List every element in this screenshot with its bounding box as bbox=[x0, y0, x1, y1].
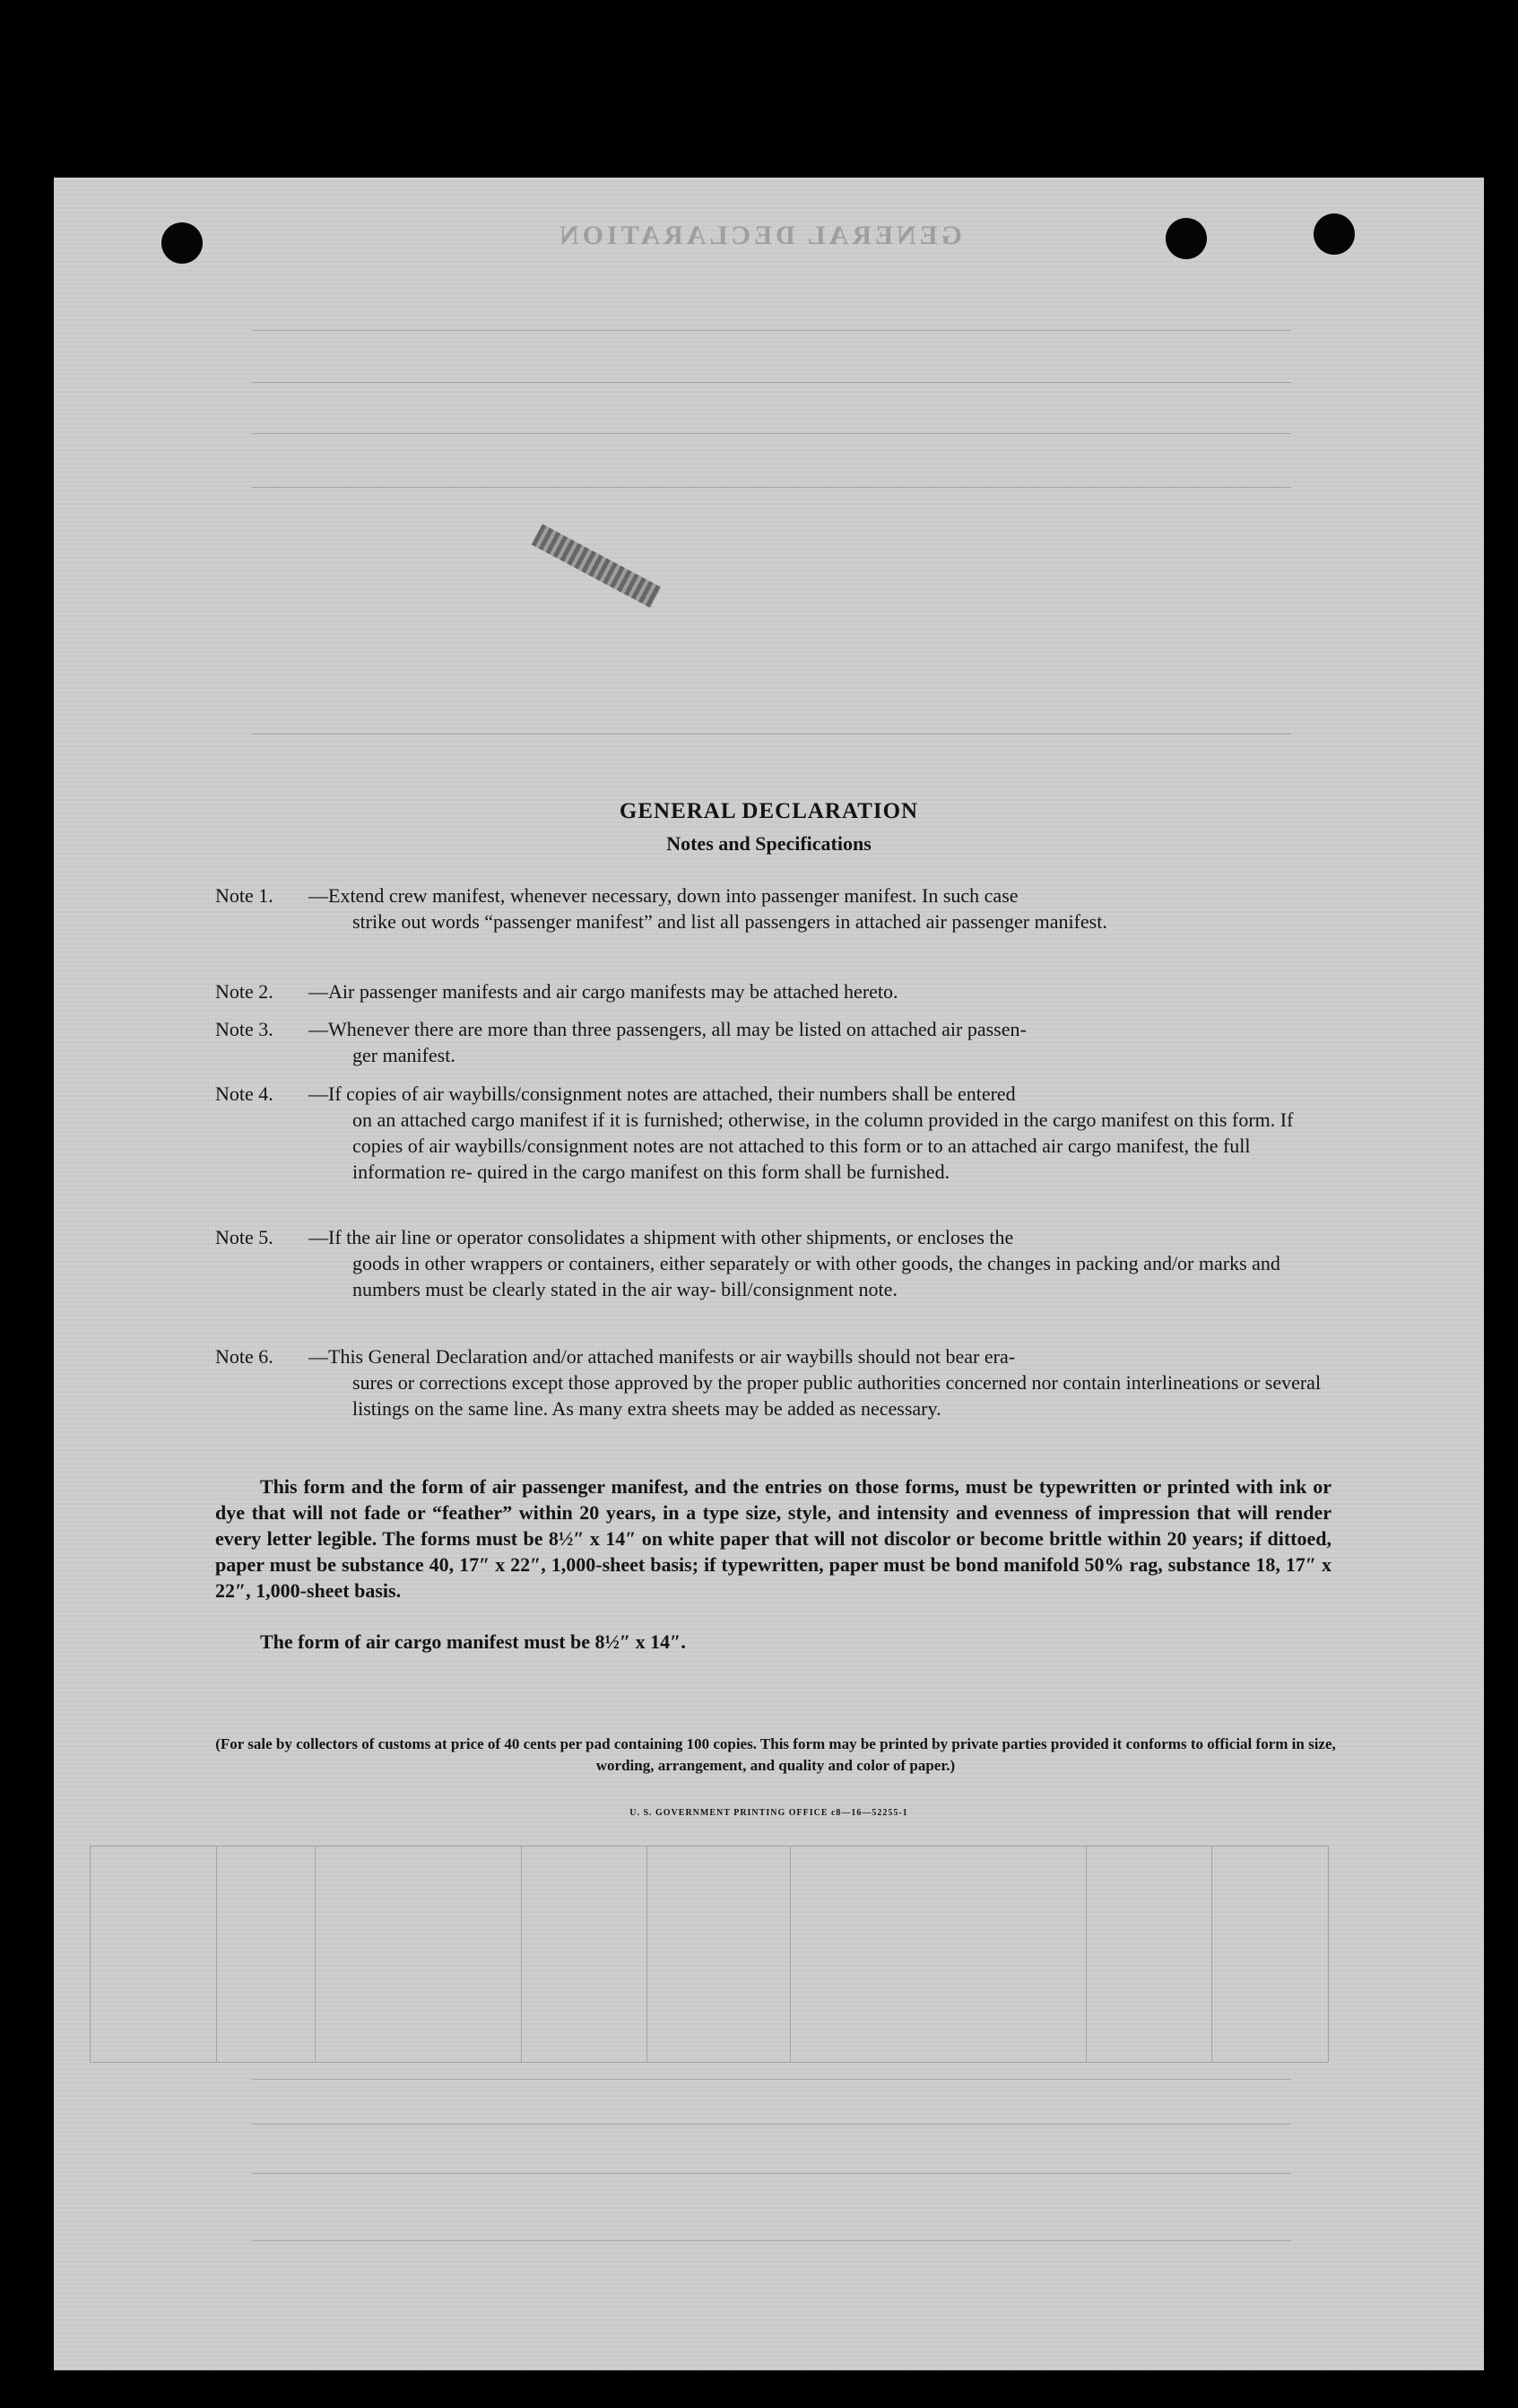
bleed-through-line bbox=[251, 2173, 1291, 2174]
document-page bbox=[54, 178, 1484, 2370]
note-label: Note 4. bbox=[215, 1082, 273, 1105]
page-subtitle: Notes and Specifications bbox=[666, 832, 872, 855]
note-text: —This General Declaration and/or attached manifests or air waybills should not bear era- bbox=[308, 1345, 1016, 1368]
note-label: Note 1. bbox=[215, 884, 273, 907]
note-text: —If copies of air waybills/consignment notes are attached, their numbers shall be entered bbox=[308, 1082, 1016, 1105]
bleed-through-line bbox=[251, 330, 1291, 331]
sale-notice: (For sale by collectors of customs at price of 40 cents per pad containing 100 copies. This form may be printed by private parties provided it conforms to official form in size, wording, arrangement, and quality and color of paper.) bbox=[215, 1735, 1336, 1774]
note-text: strike out words “passenger manifest” and list all passengers in attached air passenger manifest. bbox=[352, 910, 1107, 933]
bleed-through-heading: GENERAL DECLARATION bbox=[556, 221, 963, 250]
punch-hole bbox=[1314, 213, 1355, 255]
bleed-through-line bbox=[251, 382, 1291, 383]
bleed-through-line bbox=[251, 734, 1291, 735]
note-text: on an attached cargo manifest if it is furnished; otherwise, in the column provided in the cargo manifest on this form. If copies of air waybills/consignment notes are not attached to this form or to an attached air cargo manifest, the full information re- quired in the cargo manifest on this form shall be furnished. bbox=[352, 1108, 1294, 1183]
note-1 bbox=[215, 882, 1332, 935]
note-text: goods in other wrappers or containers, either separately or with other goods, the changes in packing and/or marks and numbers must be clearly stated in the air way- bill/consignment note. bbox=[352, 1252, 1280, 1300]
note-label: Note 6. bbox=[215, 1345, 273, 1368]
note-label: Note 3. bbox=[215, 1018, 273, 1040]
specifications-paragraph bbox=[215, 1473, 1332, 1604]
punch-hole bbox=[1166, 218, 1207, 259]
note-label: Note 2. bbox=[215, 980, 273, 1003]
note-text: ger manifest. bbox=[352, 1044, 455, 1066]
note-text: —Air passenger manifests and air cargo manifests may be attached hereto. bbox=[308, 980, 898, 1003]
bleed-through-table bbox=[90, 1846, 1329, 2063]
bleed-through-line bbox=[251, 2124, 1291, 2125]
bleed-through-line bbox=[251, 433, 1291, 434]
note-4 bbox=[215, 1081, 1332, 1185]
bleed-through-line bbox=[251, 2240, 1291, 2241]
note-text: sures or corrections except those approved by the proper public authorities concerned nor contain interlineations or several listings on the same line. As many extra sheets may be added as necessary. bbox=[352, 1371, 1322, 1420]
punch-hole bbox=[161, 222, 203, 264]
note-text: —Whenever there are more than three passengers, all may be listed on attached air passen- bbox=[308, 1018, 1027, 1040]
note-6 bbox=[215, 1343, 1332, 1421]
bleed-through-line bbox=[251, 487, 1291, 488]
note-text: —Extend crew manifest, whenever necessary, down into passenger manifest. In such case bbox=[308, 884, 1019, 907]
printing-office-imprint: U. S. GOVERNMENT PRINTING OFFICE c8—16—52255-1 bbox=[629, 1808, 908, 1818]
note-text: —If the air line or operator consolidates a shipment with other shipments, or encloses the bbox=[308, 1226, 1014, 1248]
specifications-text: This form and the form of air passenger manifest, and the entries on those forms, must be typewritten or printed with ink or dye that will not fade or “feather” within 20 years, in a type size, style, and intensity and evenness of impression that will render every letter legible. The forms must be 8½″ x 14″ on white paper that will not discolor or become brittle within 20 years; if dittoed, paper must be substance 40, 17″ x 22″, 1,000-sheet basis; if typewritten, paper must be bond manifold 50% rag, substance 18, 17″ x 22″, 1,000-sheet basis. bbox=[215, 1475, 1332, 1602]
bleed-through-line bbox=[251, 2079, 1291, 2080]
note-2 bbox=[215, 978, 1332, 1004]
page-title: GENERAL DECLARATION bbox=[619, 799, 919, 823]
note-label: Note 5. bbox=[215, 1226, 273, 1248]
cargo-manifest-size-text: The form of air cargo manifest must be 8½″ x 14″. bbox=[260, 1630, 686, 1653]
note-5 bbox=[215, 1224, 1332, 1302]
stamp-mark bbox=[532, 524, 662, 607]
note-3 bbox=[215, 1016, 1332, 1068]
